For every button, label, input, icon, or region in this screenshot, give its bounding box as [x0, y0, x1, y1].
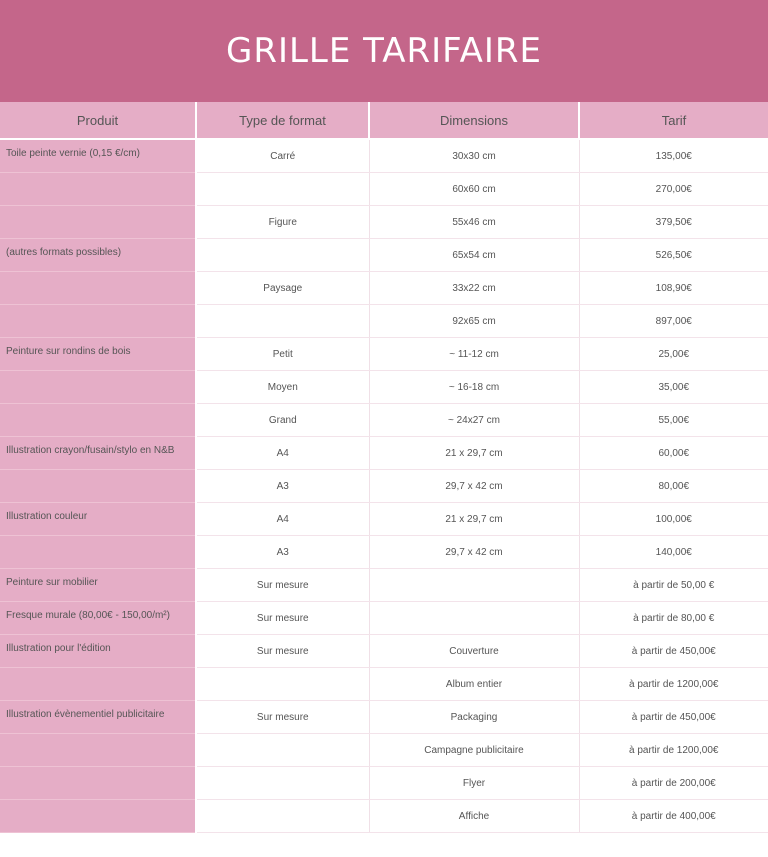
format-cell: A3 — [196, 470, 369, 503]
produit-cell — [0, 404, 196, 437]
column-header-dimensions: Dimensions — [369, 102, 579, 139]
table-row — [0, 734, 768, 767]
table-row — [0, 371, 768, 404]
produit-cell: Illustration couleur — [0, 503, 196, 536]
format-cell: Figure — [196, 206, 369, 239]
dimensions-cell: 29,7 x 42 cm — [369, 470, 579, 503]
format-cell: Petit — [196, 338, 369, 371]
table-row — [0, 800, 768, 833]
price-table — [0, 102, 768, 833]
format-cell: Sur mesure — [196, 701, 369, 734]
tarif-cell: 379,50€ — [579, 206, 768, 239]
table-row — [0, 470, 768, 503]
produit-cell — [0, 734, 196, 767]
produit-cell: Illustration évènementiel publicitaire — [0, 701, 196, 734]
dimensions-cell: Packaging — [369, 701, 579, 734]
tarif-cell: à partir de 1200,00€ — [579, 734, 768, 767]
table-row — [0, 239, 768, 272]
format-cell: Sur mesure — [196, 635, 369, 668]
produit-cell — [0, 668, 196, 701]
format-cell: Carré — [196, 139, 369, 173]
produit-cell: Fresque murale (80,00€ - 150,00/m²) — [0, 602, 196, 635]
tarif-cell: 25,00€ — [579, 338, 768, 371]
table-row — [0, 536, 768, 569]
dimensions-cell: 21 x 29,7 cm — [369, 437, 579, 470]
tarif-cell: 108,90€ — [579, 272, 768, 305]
format-cell: Paysage — [196, 272, 369, 305]
dimensions-cell: ~ 24x27 cm — [369, 404, 579, 437]
format-cell — [196, 734, 369, 767]
dimensions-cell: 60x60 cm — [369, 173, 579, 206]
table-row — [0, 569, 768, 602]
dimensions-cell: 29,7 x 42 cm — [369, 536, 579, 569]
dimensions-cell: 33x22 cm — [369, 272, 579, 305]
tarif-cell: 897,00€ — [579, 305, 768, 338]
produit-cell — [0, 305, 196, 338]
produit-cell: Illustration pour l'édition — [0, 635, 196, 668]
produit-cell — [0, 536, 196, 569]
dimensions-cell: 30x30 cm — [369, 139, 579, 173]
dimensions-cell — [369, 569, 579, 602]
table-row — [0, 635, 768, 668]
format-cell: A4 — [196, 437, 369, 470]
format-cell: Sur mesure — [196, 602, 369, 635]
produit-cell: (autres formats possibles) — [0, 239, 196, 272]
column-header-type-de-format: Type de format — [196, 102, 369, 139]
dimensions-cell — [369, 602, 579, 635]
produit-cell: Illustration crayon/fusain/stylo en N&B — [0, 437, 196, 470]
tarif-cell: 270,00€ — [579, 173, 768, 206]
table-row — [0, 305, 768, 338]
format-cell — [196, 668, 369, 701]
tarif-cell: 55,00€ — [579, 404, 768, 437]
table-row — [0, 404, 768, 437]
table-body — [0, 139, 768, 833]
produit-cell: Peinture sur rondins de bois — [0, 338, 196, 371]
tarif-cell: à partir de 450,00€ — [579, 701, 768, 734]
tarif-cell: à partir de 1200,00€ — [579, 668, 768, 701]
dimensions-cell: Couverture — [369, 635, 579, 668]
column-header-tarif: Tarif — [579, 102, 768, 139]
format-cell: Grand — [196, 404, 369, 437]
dimensions-cell: Campagne publicitaire — [369, 734, 579, 767]
format-cell: Moyen — [196, 371, 369, 404]
format-cell — [196, 173, 369, 206]
dimensions-cell: 55x46 cm — [369, 206, 579, 239]
table-row — [0, 503, 768, 536]
column-header-produit: Produit — [0, 102, 196, 139]
produit-cell — [0, 272, 196, 305]
table-row — [0, 206, 768, 239]
format-cell — [196, 767, 369, 800]
page-title-banner — [0, 0, 768, 102]
tarif-cell: à partir de 400,00€ — [579, 800, 768, 833]
dimensions-cell: 21 x 29,7 cm — [369, 503, 579, 536]
dimensions-cell: Flyer — [369, 767, 579, 800]
produit-cell: Peinture sur mobilier — [0, 569, 196, 602]
format-cell — [196, 800, 369, 833]
table-row — [0, 767, 768, 800]
produit-cell: Toile peinte vernie (0,15 €/cm) — [0, 139, 196, 173]
tarif-cell: 526,50€ — [579, 239, 768, 272]
produit-cell — [0, 173, 196, 206]
tarif-cell: 140,00€ — [579, 536, 768, 569]
dimensions-cell: ~ 11-12 cm — [369, 338, 579, 371]
table-row — [0, 668, 768, 701]
produit-cell — [0, 206, 196, 239]
tarif-cell: 100,00€ — [579, 503, 768, 536]
table-row — [0, 139, 768, 173]
format-cell — [196, 239, 369, 272]
table-row — [0, 338, 768, 371]
tarif-cell: à partir de 80,00 € — [579, 602, 768, 635]
produit-cell — [0, 371, 196, 404]
dimensions-cell: ~ 16-18 cm — [369, 371, 579, 404]
page-title: GRILLE TARIFAIRE — [225, 31, 543, 71]
table-row — [0, 272, 768, 305]
table-row — [0, 701, 768, 734]
tarif-cell: 35,00€ — [579, 371, 768, 404]
format-cell: A4 — [196, 503, 369, 536]
dimensions-cell: 92x65 cm — [369, 305, 579, 338]
tarif-cell: 135,00€ — [579, 139, 768, 173]
table-row — [0, 437, 768, 470]
format-cell: Sur mesure — [196, 569, 369, 602]
format-cell — [196, 305, 369, 338]
tarif-cell: à partir de 450,00€ — [579, 635, 768, 668]
tarif-cell: 80,00€ — [579, 470, 768, 503]
tarif-cell: à partir de 50,00 € — [579, 569, 768, 602]
produit-cell — [0, 470, 196, 503]
format-cell: A3 — [196, 536, 369, 569]
produit-cell — [0, 767, 196, 800]
tarif-cell: à partir de 200,00€ — [579, 767, 768, 800]
table-row — [0, 602, 768, 635]
table-row — [0, 173, 768, 206]
dimensions-cell: Album entier — [369, 668, 579, 701]
dimensions-cell: Affiche — [369, 800, 579, 833]
tarif-cell: 60,00€ — [579, 437, 768, 470]
table-header — [0, 102, 768, 139]
produit-cell — [0, 800, 196, 833]
dimensions-cell: 65x54 cm — [369, 239, 579, 272]
